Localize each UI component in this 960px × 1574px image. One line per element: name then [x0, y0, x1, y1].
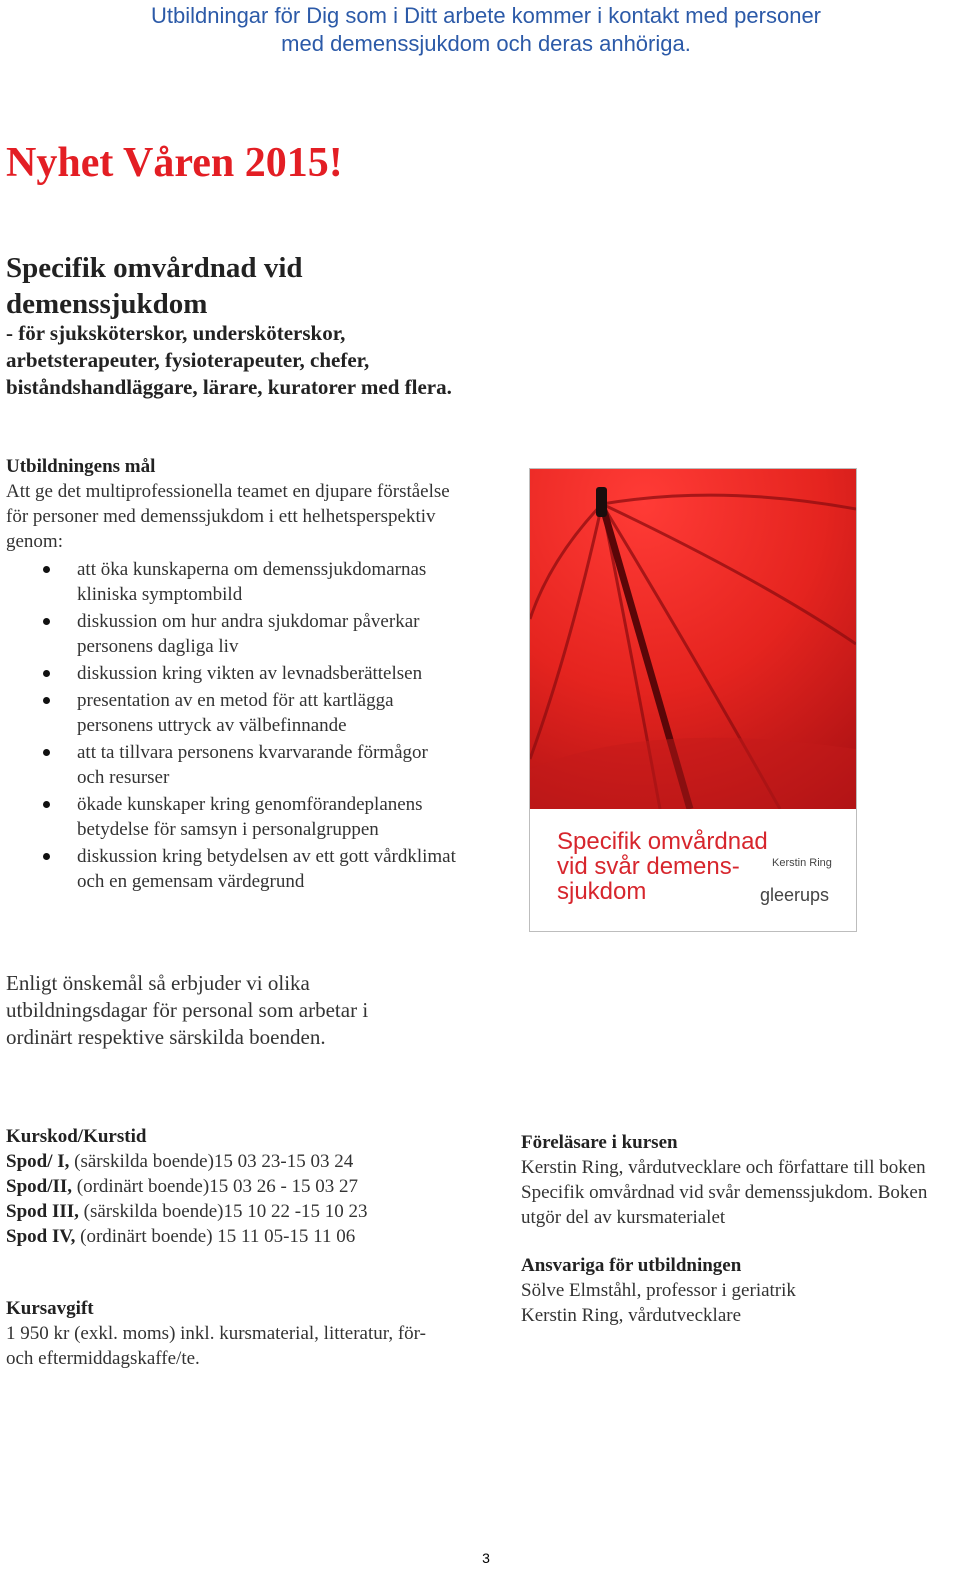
book-publisher: gleerups	[760, 885, 830, 905]
course-code: Spod/ I,	[6, 1151, 70, 1172]
list-item: diskussion kring vikten av levnadsberättelsen	[6, 661, 456, 686]
course-code: Spod/II,	[6, 1176, 73, 1197]
responsible-heading: Ansvariga för utbildningen	[521, 1255, 742, 1276]
umbrella-photo	[530, 469, 856, 809]
course-detail: (särskilda boende)15 03 23-15 03 24	[69, 1151, 354, 1172]
fee-heading: Kursavgift	[6, 1298, 94, 1319]
goal-list	[6, 557, 456, 894]
course-detail: (ordinärt boende)15 03 26 - 15 03 27	[72, 1176, 359, 1197]
course-row	[6, 1149, 466, 1174]
list-item: att öka kunskaperna om demenssjukdomarnas kliniska symptombild	[6, 557, 456, 607]
courses-heading: Kurskod/Kurstid	[6, 1126, 147, 1147]
courses-section	[6, 1124, 466, 1249]
course-row	[6, 1224, 466, 1249]
course-row	[6, 1174, 466, 1199]
offer-text: Enligt önskemål så erbjuder vi olika utbildningsdagar för personal som arbetar i ordinärt respektive särskilda boenden.	[6, 971, 369, 1049]
goal-section	[6, 454, 456, 896]
page-header	[0, 2, 960, 58]
book-cover	[529, 468, 857, 932]
course-title-line-2: demenssjukdom	[6, 288, 208, 320]
course-row	[6, 1199, 466, 1224]
umbrella-tip	[596, 487, 607, 517]
course-code: Spod IV,	[6, 1226, 76, 1247]
book-author: Kerstin Ring	[772, 857, 832, 869]
course-detail: (ordinärt boende) 15 11 05-15 11 06	[75, 1226, 356, 1247]
responsible-line-1: Sölve Elmståhl, professor i geriatrik	[521, 1280, 796, 1301]
course-subtitle: - för sjuksköterskor, undersköterskor, arbetsterapeuter, fysioterapeuter, chefer, biståndshandläggare, lärare, kuratorer med flera.	[6, 321, 452, 399]
goal-intro: Att ge det multiprofessionella teamet en djupare förståelse för personer med demenssjukdom i ett helhetsperspektiv genom:	[6, 481, 450, 552]
book-title: Specifik omvårdnad vid svår demens-sjukdom	[557, 828, 768, 905]
page-number: 3	[482, 1550, 490, 1566]
header-line-2: med demenssjukdom och deras anhöriga.	[281, 31, 691, 56]
goal-heading: Utbildningens mål	[6, 456, 156, 477]
responsible-section	[521, 1253, 957, 1328]
lecturer-heading: Föreläsare i kursen	[521, 1132, 678, 1153]
list-item: ökade kunskaper kring genomförandeplanens betydelse för samsyn i personalgruppen	[6, 792, 456, 842]
list-item: att ta tillvara personens kvarvarande förmågor och resurser	[6, 740, 456, 790]
list-item: presentation av en metod för att kartlägga personens uttryck av välbefinnande	[6, 688, 456, 738]
course-title-line-1: Specifik omvårdnad vid	[6, 252, 303, 284]
lecturer-text: Kerstin Ring, vårdutvecklare och författare till boken Specifik omvårdnad vid svår demenssjukdom. Boken utgör del av kursmaterialet	[521, 1157, 928, 1228]
header-line-1: Utbildningar för Dig som i Ditt arbete kommer i kontakt med personer	[150, 3, 822, 28]
course-code: Spod III,	[6, 1201, 79, 1222]
fee-section	[6, 1296, 446, 1371]
course-detail: (särskilda boende)15 10 22 -15 10 23	[78, 1201, 368, 1222]
fee-text: 1 950 kr (exkl. moms) inkl. kursmaterial, litteratur, för- och eftermiddagskaffe/te.	[6, 1323, 426, 1369]
list-item: diskussion om hur andra sjukdomar påverkar personens dagliga liv	[6, 609, 456, 659]
responsible-line-2: Kerstin Ring, vårdutvecklare	[521, 1305, 742, 1326]
headline: Nyhet Våren 2015!	[6, 140, 343, 186]
lecturer-section	[521, 1130, 957, 1230]
course-title	[6, 250, 303, 322]
list-item: diskussion kring betydelsen av ett gott vårdklimat och en gemensam värdegrund	[6, 844, 456, 894]
